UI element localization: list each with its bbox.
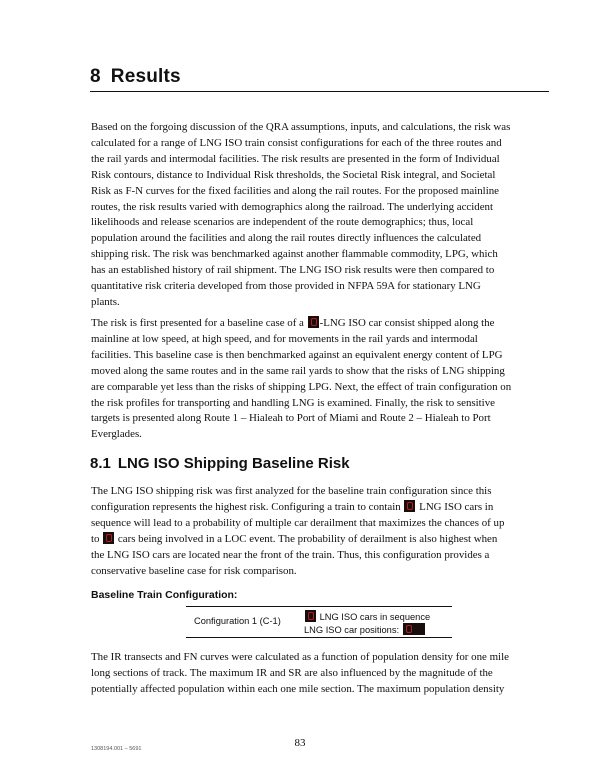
text-line: long sections of track. The maximum IR and SR are also influenced by the magnitude of the: [91, 666, 493, 679]
intro-paragraph: [91, 120, 549, 311]
text-fragment: cars being involved in a LOC event. The probability of derailment is also highest when: [115, 532, 498, 545]
text-line: [91, 316, 549, 332]
text-line: quantitative risk criteria developed from those provided in NFPA 59A for stationary LNG: [91, 280, 481, 293]
config-table: [186, 606, 452, 638]
text-line: the risk profiles for transporting and handling LNG is examined. Finally, the risk to sensitive: [91, 396, 495, 409]
text-fragment: LNG ISO cars in: [416, 500, 494, 513]
text-line: are comparable yet less than the risks of shipping LPG. Next, the effect of train configuration on: [91, 380, 512, 393]
text-fragment: The risk is first presented for a baseline case of a: [91, 317, 307, 329]
redaction-mark: [103, 532, 114, 544]
text-line: mainline at low speed, at high speed, and for movements in the rail yards and intermodal: [91, 332, 478, 345]
text-line: the rail yards and intermodal facilities. The risk results are presented in the form of Individual: [91, 152, 500, 165]
redaction-mark: [403, 623, 425, 635]
text-line: targets is presented along Route 1 – Hialeah to Port of Miami and Route 2 – Hialeah to Port: [91, 412, 491, 425]
text-line: [91, 500, 549, 516]
document-id: 1308194.001 – 5691: [91, 746, 142, 752]
redaction-mark: [305, 610, 316, 622]
text-line: moved along the same routes and in the same rail yards to show that the risks of LNG shipping: [91, 364, 505, 377]
text-line: facilities. This baseline case is then benchmarked against an equivalent energy content of LPG: [91, 348, 503, 361]
baseline-paragraph: [91, 316, 549, 443]
page-number: 83: [294, 737, 306, 749]
text-fragment: -LNG ISO car consist shipped along the: [319, 317, 495, 329]
text-fragment: configuration represents the highest risk. Configuring a train to contain: [91, 500, 404, 513]
section-heading: [90, 66, 181, 88]
config-name: Configuration 1 (C-1): [194, 616, 281, 626]
text-line: calculated for a range of LNG ISO train consist configurations for each of the three routes and: [91, 136, 502, 149]
text-line: conservative baseline case for risk comparison.: [91, 564, 297, 577]
text-line: has an established history of rail shipment. The LNG ISO risk results were then compared to: [91, 264, 495, 277]
text-line: routes, the risk results varied with demographics along the railroad. The underlying accident: [91, 200, 494, 213]
text-line: sequence will lead to a probability of multiple car derailment that maximizes the chances of up: [91, 516, 505, 529]
config-heading: Baseline Train Configuration:: [91, 589, 238, 601]
text-line: [91, 532, 549, 548]
config-cars-line: [304, 610, 430, 622]
text-line: shipping risk. The risk was benchmarked against another flammable commodity, LPG, which: [91, 248, 498, 261]
subsection-title: LNG ISO Shipping Baseline Risk: [117, 455, 350, 472]
text-line: Risk contours, distance to Individual Risk thresholds, the Societal Risk integral, and Societal: [91, 168, 496, 181]
redaction-mark: [308, 316, 319, 328]
text-fragment: to: [91, 532, 103, 545]
section-number: 8: [90, 66, 101, 87]
text-line: The IR transects and FN curves were calculated as a function of population density for one mile: [91, 651, 509, 663]
text-line: Risk as F-N curves for the fixed facilities and along the rail routes. For the proposed mainline: [91, 184, 499, 197]
shipping-paragraph: [91, 484, 549, 579]
text-line: the LNG ISO cars are located near the front of the train. Thus, this configuration provides a: [91, 548, 490, 561]
text-line: Based on the forgoing discussion of the QRA assumptions, inputs, and calculations, the risk was: [91, 121, 511, 133]
config-positions-line: [304, 623, 426, 635]
text-fragment: LNG ISO cars in sequence: [317, 612, 431, 622]
text-line: potentially affected population within each one mile section. The maximum population density: [91, 682, 505, 695]
redaction-mark: [404, 500, 415, 512]
text-line: population around the facilities and along the rail routes directly influences the calculated: [91, 232, 482, 245]
closing-paragraph: [91, 650, 549, 698]
text-line: plants.: [91, 295, 120, 308]
text-line: The LNG ISO shipping risk was first analyzed for the baseline train configuration since this: [91, 485, 492, 497]
heading-rule: [90, 91, 549, 92]
text-fragment: LNG ISO car positions:: [304, 625, 402, 635]
subsection-heading: [90, 455, 350, 472]
subsection-number: 8.1: [90, 455, 111, 472]
text-line: likelihoods and release scenarios are independent of the route demographics; thus, local: [91, 216, 474, 229]
text-line: Everglades.: [91, 428, 142, 441]
section-title: Results: [110, 66, 181, 87]
